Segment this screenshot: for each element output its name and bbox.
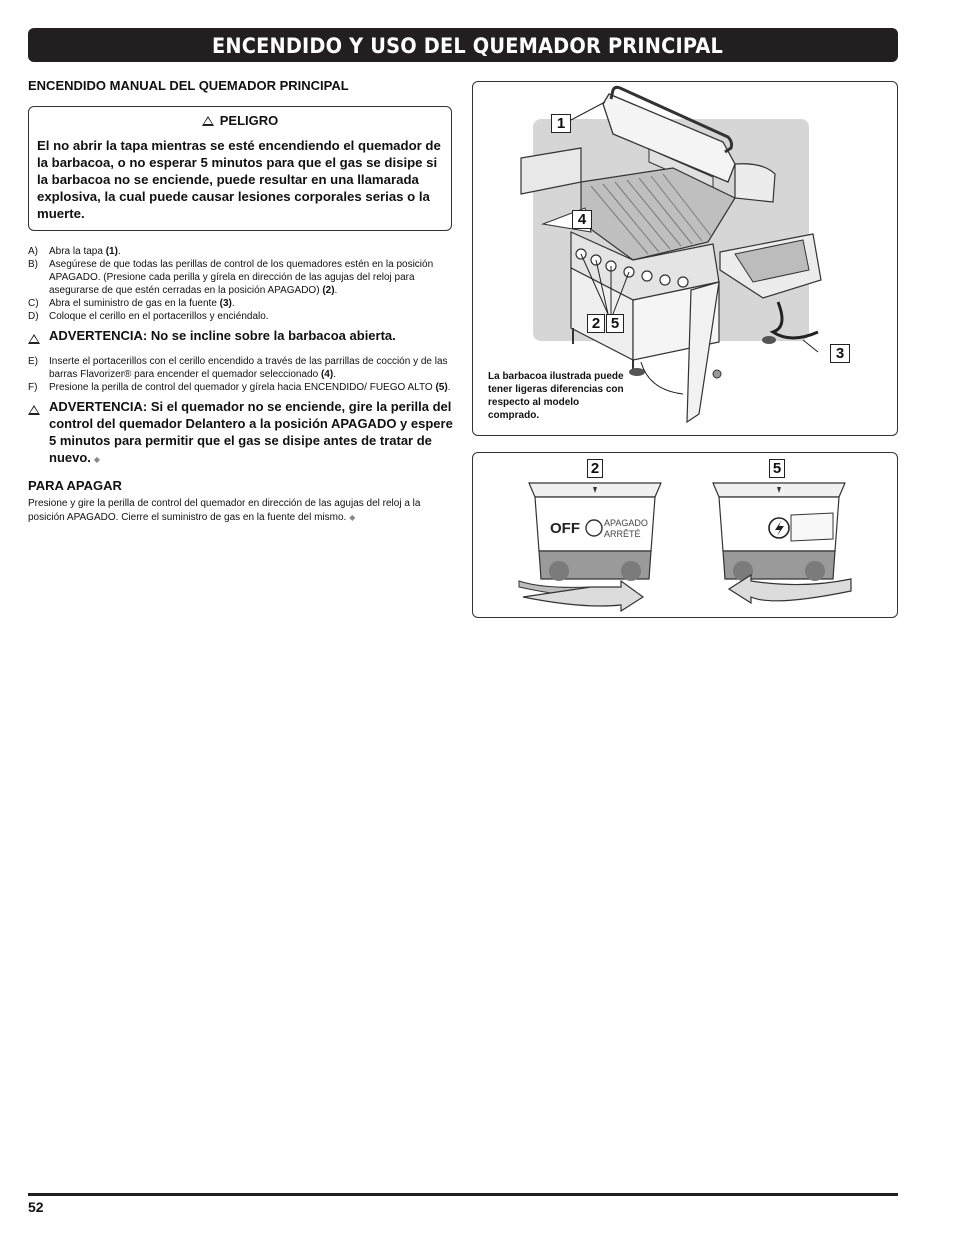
footer-rule	[28, 1193, 898, 1196]
warning-lean-text: ADVERTENCIA: No se incline sobre la barbacoa abierta.	[49, 328, 396, 343]
steps-list-a	[28, 245, 458, 323]
callout-4: 4	[572, 210, 592, 229]
step-f	[28, 381, 458, 394]
step-letter: D)	[28, 311, 39, 322]
knob-illustration	[473, 453, 897, 617]
diamond-icon: ◆	[93, 455, 101, 464]
step-text: Abra el suministro de gas en la fuente (3).	[49, 298, 235, 309]
knob-apagado-label: APAGADO	[604, 518, 648, 528]
step-text: Coloque el cerillo en el portacerillos y enciéndalo.	[49, 311, 269, 322]
callout-5: 5	[606, 314, 624, 333]
step-text: Presione la perilla de control del quemador y gírela hacia ENCENDIDO/ FUEGO ALTO (5).	[49, 382, 451, 393]
step-text: Asegúrese de que todas las perillas de control de los quemadores estén en la posición APAGADO. (Presione cada perilla y gírela en dirección de las agujas del reloj para asegurarse de que estén cerradas en la posición APAGADO) (2).	[49, 259, 434, 296]
callout-3: 3	[830, 344, 850, 363]
diamond-icon: ◆	[349, 513, 356, 522]
callout-5-knob: 5	[769, 459, 785, 478]
danger-text: El no abrir la tapa mientras se esté encendiendo el quemador de la barbacoa, o no esperar 5 minutos para que el gas se disipe si la barbacoa no se enciende, puede resultar en una llamarada explosiva, la cual puede causar lesiones corporales serias o la muerte.	[37, 138, 441, 221]
warning-icon	[202, 116, 214, 126]
step-letter: A)	[28, 246, 38, 257]
danger-title-text: PELIGRO	[219, 113, 279, 128]
step-letter: E)	[28, 356, 38, 367]
knob-off	[519, 483, 661, 611]
step-d	[28, 310, 458, 323]
warning-icon	[28, 405, 40, 415]
callout-2: 2	[587, 314, 605, 333]
wheel	[629, 368, 645, 376]
header-bar	[28, 28, 898, 62]
knob-figure	[472, 452, 898, 618]
knob-high	[713, 483, 851, 603]
right-lid-side	[735, 164, 775, 202]
grill-figure	[472, 81, 898, 436]
steps-list-b	[28, 355, 458, 394]
callout-2-knob: 2	[587, 459, 603, 478]
callout-1: 1	[551, 114, 571, 133]
knob-off-label: OFF	[550, 520, 580, 537]
section-title: ENCENDIDO MANUAL DEL QUEMADOR PRINCIPAL	[28, 78, 349, 93]
apagar-text: Presione y gire la perilla de control del quemador en dirección de las agujas del reloj a la posición APAGADO. Cierre el suministro de gas en la fuente del mismo. ◆	[28, 498, 421, 523]
danger-title	[37, 113, 443, 128]
wheel	[762, 336, 776, 344]
page-number: 52	[28, 1199, 44, 1215]
instructions-column	[28, 78, 458, 525]
step-letter: C)	[28, 298, 39, 309]
danger-box	[28, 106, 452, 231]
door-knob	[713, 370, 721, 378]
step-letter: B)	[28, 259, 38, 270]
step-e	[28, 355, 458, 381]
step-c	[28, 297, 458, 310]
knob-arrete-label: ARRÊTÉ	[604, 529, 641, 539]
step-letter: F)	[28, 382, 38, 393]
step-a	[28, 245, 458, 258]
step-b	[28, 258, 458, 297]
warning-icon	[28, 334, 40, 344]
warning-retry-text: ADVERTENCIA: Si el quemador no se enciende, gire la perilla del control del quemador Delantero a la posición APAGADO y espere 5 minutos para permitir que el gas se disipe antes de tratar de nuevo. ◆	[49, 399, 453, 465]
page-title: ENCENDIDO Y USO DEL QUEMADOR PRINCIPAL	[212, 34, 724, 58]
figure-caption: La barbacoa ilustrada puede tener ligeras diferencias con respecto al modelo comprado.	[488, 371, 624, 421]
cabinet-door	[687, 282, 719, 422]
step-text: Inserte el portacerillos con el cerillo encendido a través de las parrillas de cocción y de las barras Flavorizer® para encender el quemador seleccionado (4).	[49, 356, 448, 380]
step-text: Abra la tapa (1).	[49, 246, 121, 257]
apagar-title: PARA APAGAR	[28, 478, 122, 493]
warning-retry	[28, 398, 458, 468]
warning-lean	[28, 327, 458, 347]
